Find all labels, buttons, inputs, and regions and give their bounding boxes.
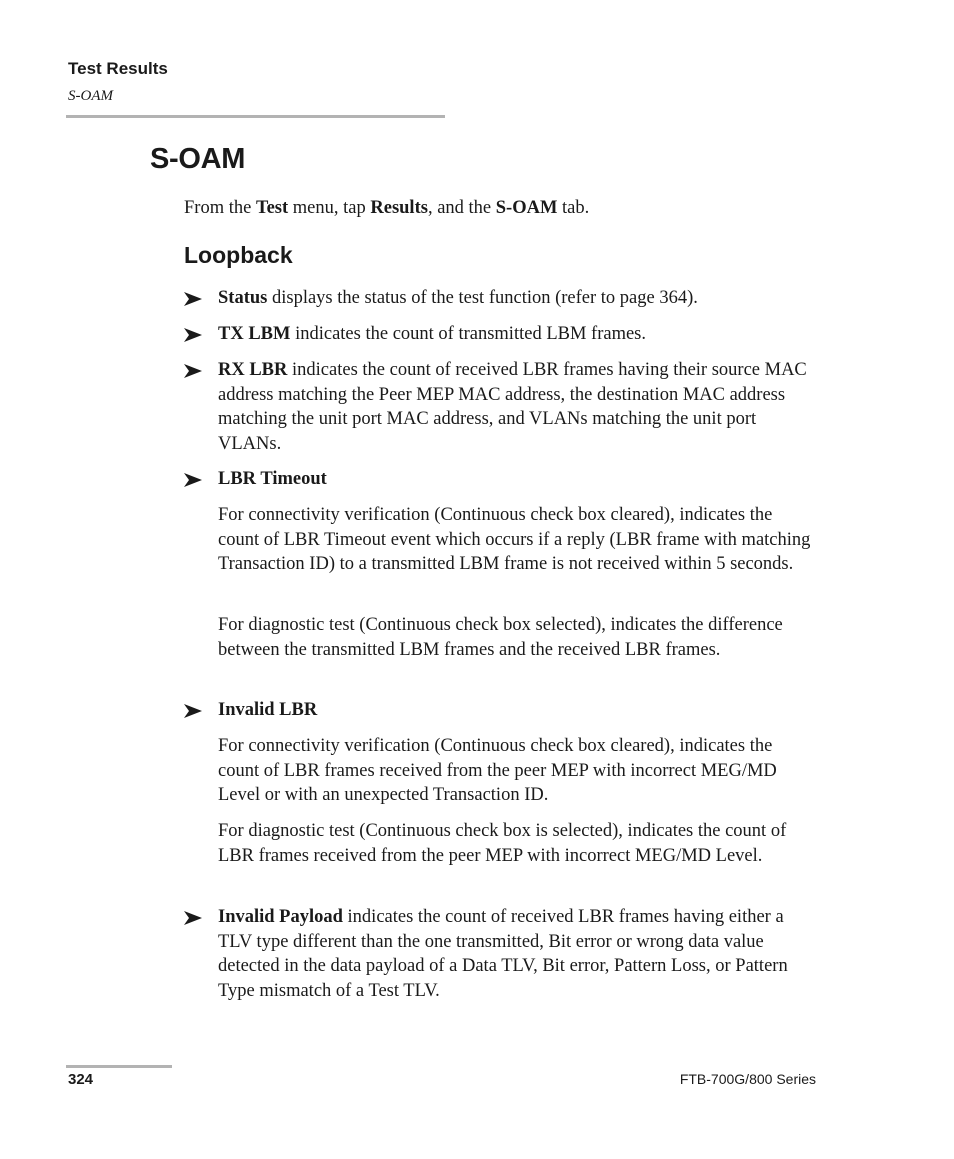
- results-term: Results: [370, 198, 428, 218]
- arrowhead-bullet-icon: [184, 364, 202, 378]
- section-heading: S-OAM: [150, 143, 246, 175]
- invalid-lbr-connectivity-paragraph: For connectivity verification (Continuous check box cleared), indicates the count of LBR frames received from the peer MEP with incorrect MEG/MD Level or with an unexpected Transaction ID.: [218, 736, 777, 805]
- arrowhead-bullet-icon: [184, 911, 202, 925]
- list-item-rx-lbr: RX LBR indicates the count of received LBR frames having their source MAC address matching the Peer MEP MAC address, the destination MAC address matching the unit port MAC address, and VLANs matching the unit port VLANs.: [218, 360, 807, 454]
- test-menu-term: Test: [255, 198, 289, 218]
- intro-paragraph: From the Test menu, tap Results, and the S-OAM tab.: [184, 198, 590, 218]
- arrowhead-bullet-icon: [184, 473, 202, 487]
- list-item-status: Status displays the status of the test function (refer to page 364).: [218, 288, 698, 308]
- lbr-timeout-diagnostic-paragraph: For diagnostic test (Continuous check box selected), indicates the difference between the transmitted LBM frames and the received LBR frames.: [218, 615, 783, 660]
- invalid-lbr-diagnostic-paragraph: For diagnostic test (Continuous check box is selected), indicates the count of LBR frames received from the peer MEP with incorrect MEG/MD Level.: [218, 821, 787, 866]
- arrowhead-bullet-icon: [184, 704, 202, 718]
- running-header-title: Test Results: [68, 59, 168, 78]
- product-series: FTB-700G/800 Series: [679, 1071, 816, 1087]
- running-header-subtitle: S-OAM: [68, 88, 113, 104]
- page-number: 324: [68, 1071, 94, 1088]
- header-rule: [66, 115, 445, 118]
- s-oam-tab-term: S-OAM: [495, 198, 558, 218]
- footer-rule: [66, 1065, 172, 1068]
- lbr-timeout-connectivity-paragraph: For connectivity verification (Continuous check box cleared), indicates the count of LBR Timeout event which occurs if a reply (LBR frame with matching Transaction ID) to a transmitted LBM frame is not received within 5 seconds.: [218, 505, 811, 574]
- arrowhead-bullet-icon: [184, 292, 202, 306]
- list-item-invalid-payload: Invalid Payload indicates the count of received LBR frames having either a TLV type different than the one transmitted, Bit error or wrong data value detected in the data payload of a Data TLV, Bit error, Pattern Loss, or Pattern Type mismatch of a Test TLV.: [218, 907, 788, 1001]
- list-item-tx-lbm: TX LBM indicates the count of transmitted LBM frames.: [218, 324, 646, 344]
- list-item-lbr-timeout: LBR Timeout: [218, 469, 327, 489]
- arrowhead-bullet-icon: [184, 328, 202, 342]
- subsection-heading: Loopback: [184, 242, 293, 268]
- list-item-invalid-lbr: Invalid LBR: [218, 700, 318, 720]
